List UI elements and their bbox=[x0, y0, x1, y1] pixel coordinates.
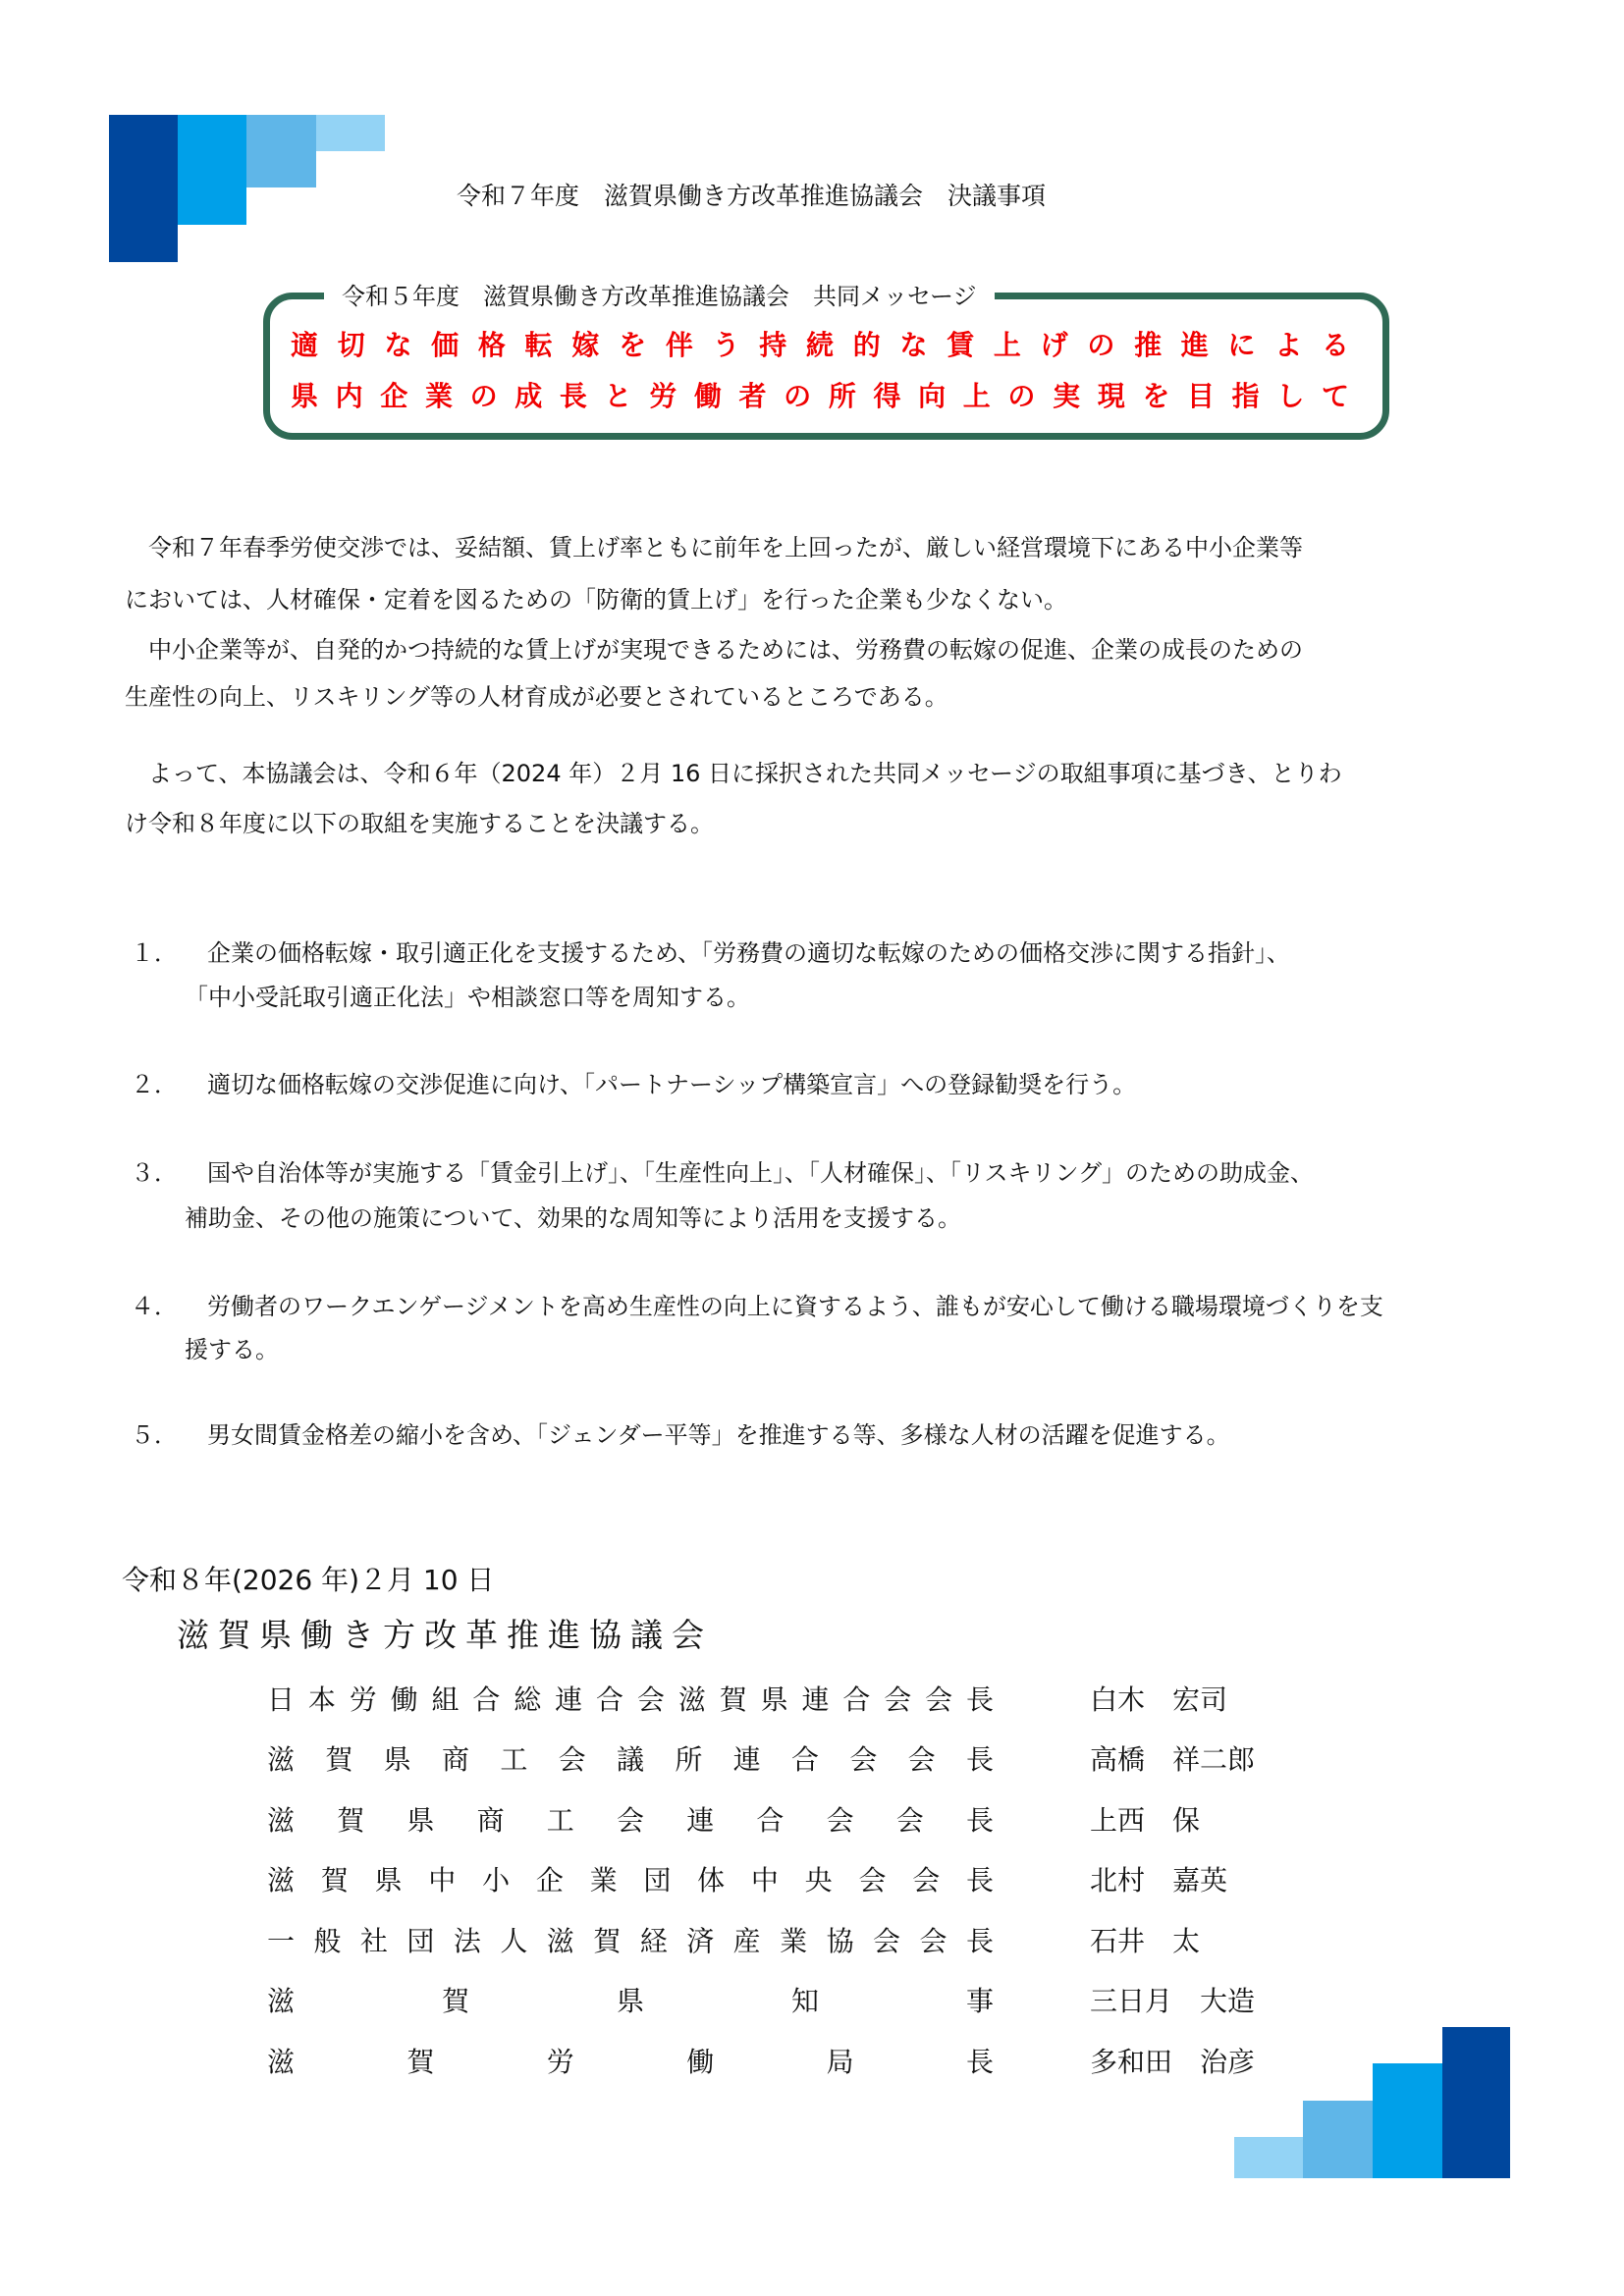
resolution-text-continued: 「中小受託取引適正化法」や相談窓口等を周知する。 bbox=[185, 984, 750, 1011]
joint-message-box bbox=[263, 293, 1389, 440]
signatory-org: 日本労働組合総連合会滋賀県連合会会長 bbox=[267, 1683, 994, 1716]
signatory-name: 多和田 治彦 bbox=[1090, 2046, 1256, 2078]
resolution-number: ２． bbox=[131, 1071, 178, 1098]
paragraph-line: よって、本協議会は、令和６年（2024 年）２月 16 日に採択された共同メッセージの取組事項に基づき、とりわ bbox=[148, 760, 1342, 787]
resolution-number: ３． bbox=[131, 1159, 178, 1187]
paragraph-line: 中小企業等が、自発的かつ持続的な賃上げが実現できるためには、労務費の転嫁の促進、企業の成長のための bbox=[148, 636, 1303, 664]
resolution-text: 国や自治体等が実施する「賃金引上げ」、「生産性向上」、「人材確保」、「リスキリング」のための助成金、 bbox=[207, 1159, 1315, 1187]
signatory-org: 滋賀県商工会連合会会長 bbox=[267, 1804, 994, 1837]
paragraph-line: においては、人材確保・定着を図るための「防衛的賃上げ」を行った企業も少なくない。 bbox=[125, 586, 1067, 614]
resolution-number: ４． bbox=[131, 1293, 178, 1320]
signatory-name: 高橋 祥二郎 bbox=[1090, 1743, 1256, 1776]
deco-bar-light bbox=[1303, 2101, 1373, 2178]
resolution-item bbox=[131, 1415, 1230, 1450]
signatory-org: 滋賀県中小企業団体中央会会長 bbox=[267, 1864, 994, 1896]
resolution-text-continued: 補助金、その他の施策について、効果的な周知等により活用を支援する。 bbox=[185, 1204, 962, 1232]
resolution-text: 労働者のワークエンゲージメントを高め生産性の向上に資するよう、誰もが安心して働ける職場環境づくりを支 bbox=[207, 1293, 1383, 1320]
signatory-name: 白木 宏司 bbox=[1090, 1683, 1228, 1716]
signatory-org: 滋賀県商工会議所連合会会長 bbox=[267, 1743, 994, 1776]
resolution-text: 適切な価格転嫁の交渉促進に向け、「パートナーシップ構築宣言」への登録勧奨を行う。 bbox=[207, 1071, 1137, 1098]
resolution-text: 企業の価格転嫁・取引適正化を支援するため、「労務費の適切な転嫁のための価格交渉に関する指針」、 bbox=[207, 939, 1291, 967]
paragraph-line: 令和７年春季労使交渉では、妥結額、賃上げ率ともに前年を上回ったが、厳しい経営環境下にある中小企業等 bbox=[148, 534, 1303, 561]
resolution-item bbox=[131, 1287, 1383, 1321]
paragraph-line: 生産性の向上、リスキリング等の人材育成が必要とされているところである。 bbox=[125, 683, 948, 711]
council-name: 滋賀県働き方改革推進協議会 bbox=[177, 1616, 713, 1654]
resolution-date: 令和８年(2026 年)２月 10 日 bbox=[122, 1564, 495, 1596]
paragraph-line: け令和８年度に以下の取組を実施することを決議する。 bbox=[125, 810, 714, 837]
resolution-text-continued: 援する。 bbox=[185, 1336, 279, 1363]
signatory-name: 上西 保 bbox=[1090, 1804, 1201, 1837]
signatory-name: 石井 太 bbox=[1090, 1925, 1201, 1957]
resolution-number: １． bbox=[131, 939, 178, 967]
resolution-item bbox=[131, 934, 1290, 968]
resolution-item bbox=[131, 1153, 1314, 1188]
resolution-text: 男女間賃金格差の縮小を含め、「ジェンダー平等」を推進する等、多様な人材の活躍を促進する。 bbox=[207, 1421, 1230, 1449]
deco-bar-pale bbox=[1234, 2137, 1303, 2178]
signatory-name: 三日月 大造 bbox=[1090, 1985, 1256, 2017]
deco-bar-pale bbox=[316, 115, 385, 151]
deco-bar-mid bbox=[178, 115, 246, 225]
document-title: 令和７年度 滋賀県働き方改革推進協議会 決議事項 bbox=[457, 182, 1047, 210]
resolution-number: ５． bbox=[131, 1421, 178, 1449]
signatory-name: 北村 嘉英 bbox=[1090, 1864, 1228, 1896]
signatory-org: 滋賀県知事 bbox=[267, 1985, 994, 2017]
signatory-org: 滋賀労働局長 bbox=[267, 2046, 994, 2078]
signatory-org: 一般社団法人滋賀経済産業協会会長 bbox=[267, 1925, 994, 1957]
deco-bar-mid bbox=[1373, 2063, 1442, 2178]
resolution-item bbox=[131, 1065, 1136, 1099]
deco-bar-dark bbox=[1442, 2027, 1510, 2178]
slogan-line: 県内企業の成長と労働者の所得向上の実現を目指して bbox=[291, 380, 1351, 412]
joint-message-heading: 令和５年度 滋賀県働き方改革推進協議会 共同メッセージ bbox=[324, 277, 995, 311]
deco-bar-dark bbox=[109, 115, 178, 262]
deco-bar-light bbox=[246, 115, 316, 187]
slogan-line: 適切な価格転嫁を伴う持続的な賃上げの推進による bbox=[291, 329, 1351, 361]
